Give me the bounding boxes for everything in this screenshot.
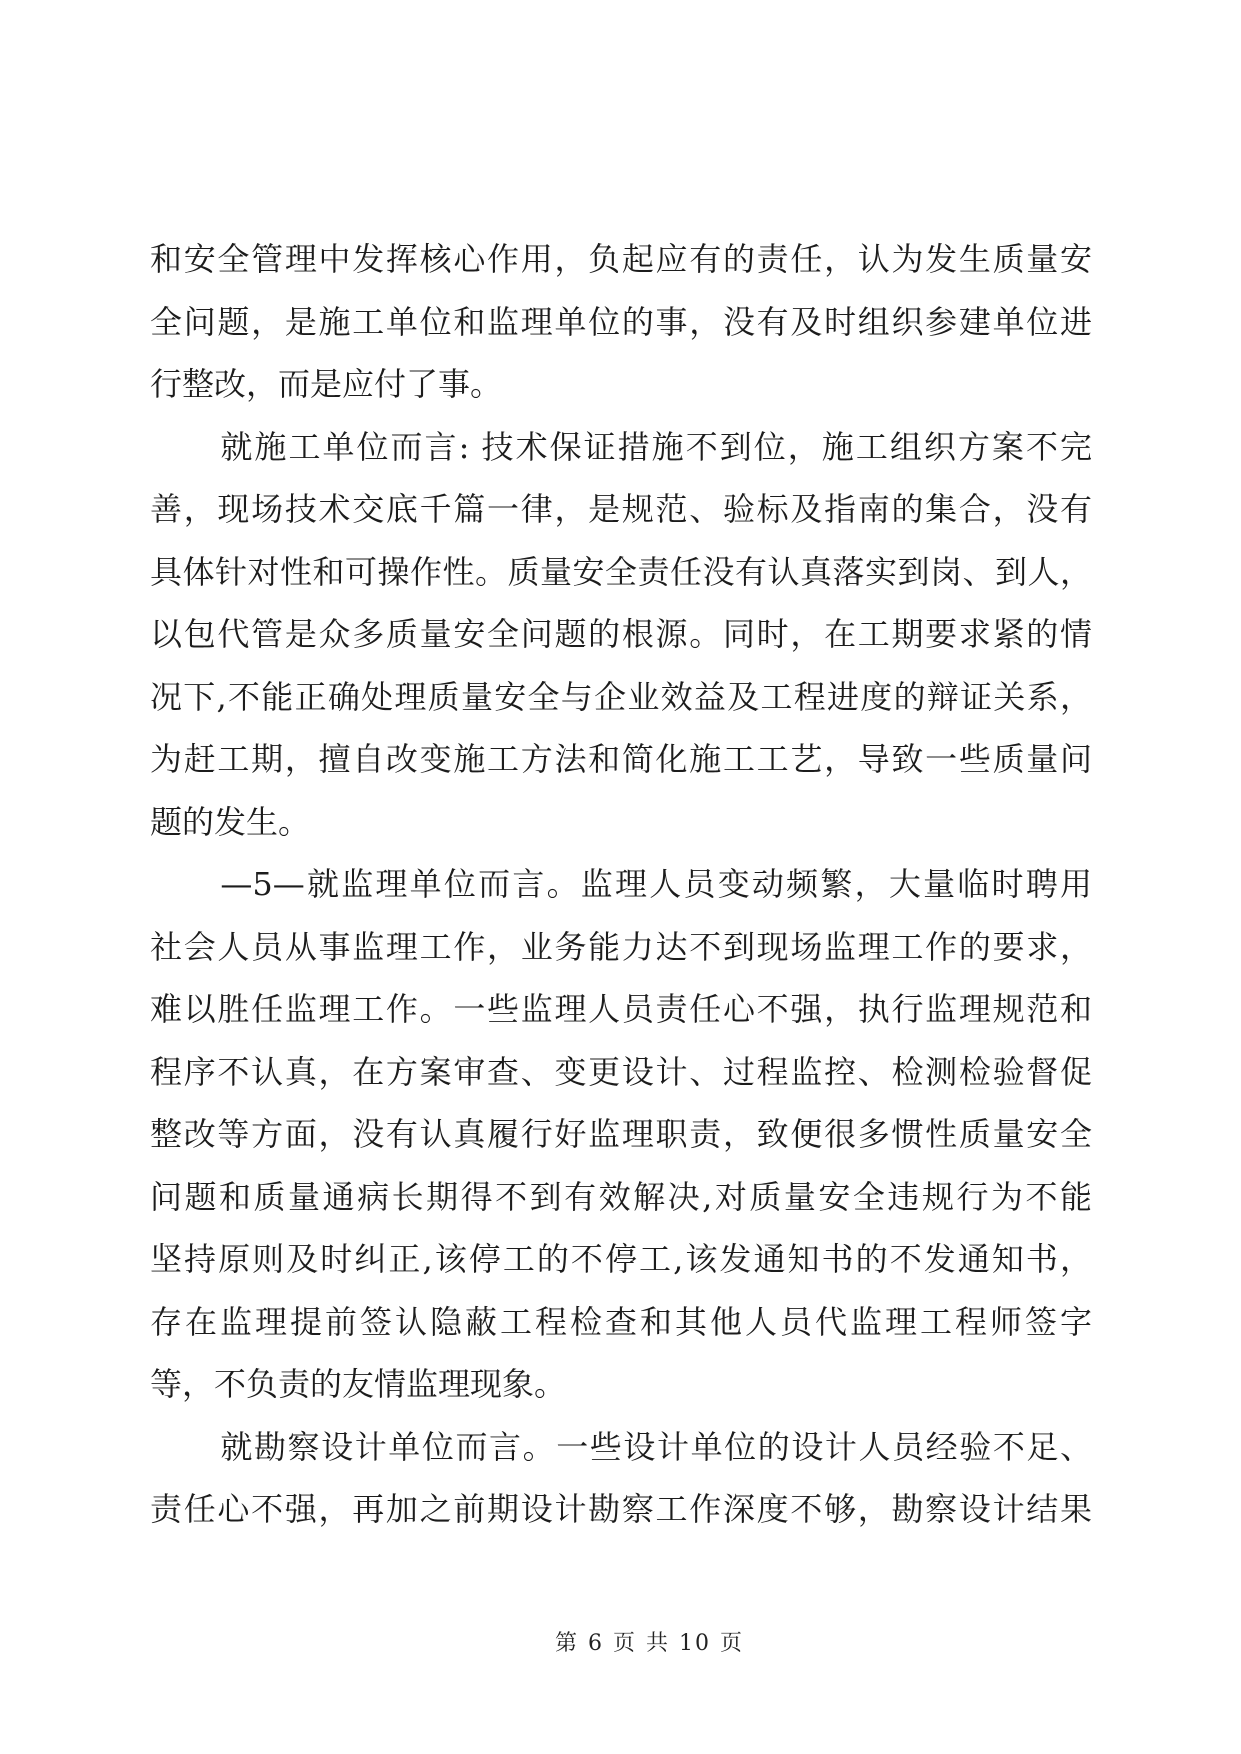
page-number-footer: 第 6 页 共 10 页	[555, 1631, 744, 1656]
body-text-block	[150, 228, 1092, 1541]
text-line: 坚持原则及时纠正,该停工的不停工,该发通知书的不发通知书，	[150, 1240, 1092, 1278]
text-line: 题的发生。	[150, 802, 311, 841]
text-line: 就勘察设计单位而言。一些设计单位的设计人员经验不足、	[220, 1427, 1092, 1466]
text-line: 行整改，而是应付了事。	[150, 365, 503, 403]
text-line: 社会人员从事监理工作，业务能力达不到现场监理工作的要求，	[150, 927, 1092, 966]
text-line: 就施工单位而言: 技术保证措施不到位，施工组织方案不完	[220, 427, 1092, 466]
text-line: 况下,不能正确处理质量安全与企业效益及工程进度的辩证关系，	[150, 677, 1092, 716]
text-line: 难以胜任监理工作。一些监理人员责任心不强，执行监理规范和	[150, 990, 1092, 1028]
text-line: 和安全管理中发挥核心作用，负起应有的责任，认为发生质量安	[150, 240, 1092, 278]
text-line: 责任心不强，再加之前期设计勘察工作深度不够，勘察设计结果	[150, 1490, 1092, 1528]
text-line: 以包代管是众多质量安全问题的根源。同时，在工期要求紧的情	[150, 615, 1092, 653]
text-line: —5—就监理单位而言。监理人员变动频繁，大量临时聘用	[220, 865, 1092, 903]
text-line: 为赶工期，擅自改变施工方法和简化施工工艺，导致一些质量问	[150, 740, 1092, 778]
text-line: 善，现场技术交底千篇一律，是规范、验标及指南的集合，没有	[150, 490, 1092, 528]
text-line: 具体针对性和可操作性。质量安全责任没有认真落实到岗、到人，	[150, 552, 1092, 591]
text-line: 等，不负责的友情监理现象。	[150, 1365, 567, 1403]
text-line: 整改等方面，没有认真履行好监理职责，致便很多惯性质量安全	[150, 1115, 1092, 1153]
text-line: 问题和质量通病长期得不到有效解决,对质量安全违规行为不能	[150, 1177, 1092, 1216]
text-line: 程序不认真，在方案审查、变更设计、过程监控、检测检验督促	[150, 1052, 1092, 1091]
text-line: 全问题，是施工单位和监理单位的事，没有及时组织参建单位进	[150, 302, 1092, 341]
text-line: 存在监理提前签认隐蔽工程检查和其他人员代监理工程师签字	[150, 1302, 1092, 1341]
